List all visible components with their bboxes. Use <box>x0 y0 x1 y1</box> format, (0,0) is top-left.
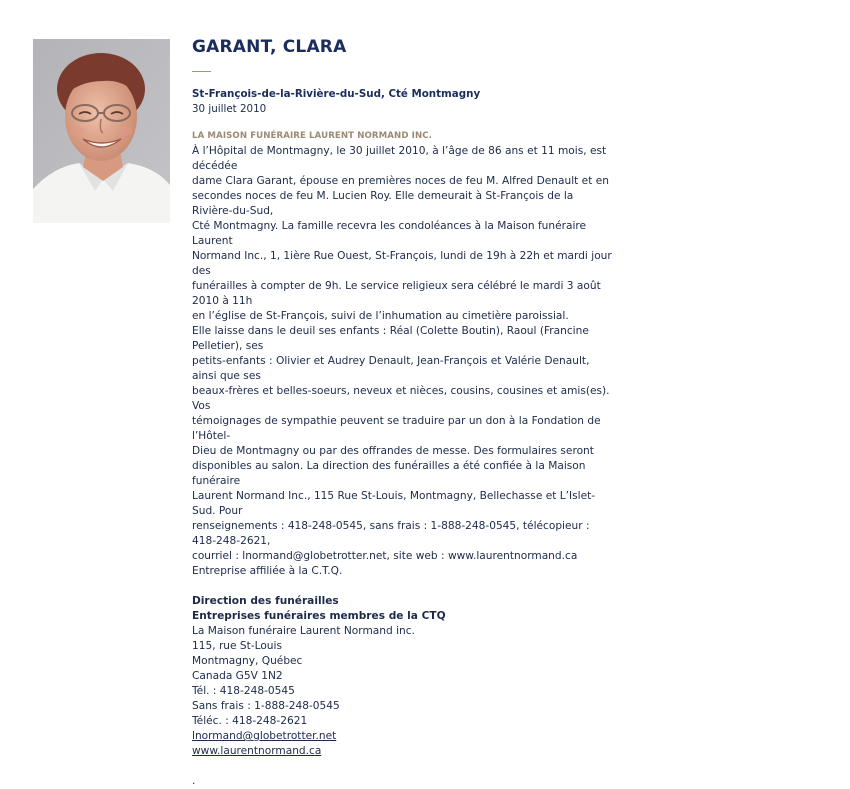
website-link[interactable]: www.laurentnormand.ca <box>192 745 322 757</box>
location: St-François-de-la-Rivière-du-Sud, Cté Montmagny <box>192 88 481 100</box>
trailing-period: . <box>192 775 196 787</box>
title-divider <box>192 71 211 72</box>
funeral-home-label: LA MAISON FUNÉRAIRE LAURENT NORMAND INC. <box>192 131 433 141</box>
obituary-paragraph-2: Elle laisse dans le deuil ses enfants : Réal (Colette Boutin), Raoul (Francine Pelletier), ses petits-enfants : Olivier et Audrey Denault, Jean-François et Valérie Denault, ainsi que ses beaux-frères et belles-soeurs, neveux et nièces, cousins, cousines et amis(es). Vos témoignages de sympathie peuvent se traduire par un don à la Fondation de l’Hôtel- Dieu de Montmagny ou par des offrandes de messe. Des formulaires seront disponibles au salon. La direction des funérailles a été confiée à la Maison funéraire Laurent Normand Inc., 115 Rue St-Louis, Montmagny, Bellechasse et L’Islet-Sud. Pour renseignements : 418-248-0545, sans frais : 1-888-248-0545, télécopieur : 418-248-2621, courriel : lnormand@globetrotter.net, site web : www.laurentnormand.ca Entreprise affiliée à la C.T.Q. <box>192 325 610 577</box>
funeral-directory <box>192 594 612 759</box>
street-address: 115, rue St-Louis <box>192 640 282 652</box>
phone: Tél. : 418-248-0545 <box>192 685 295 697</box>
deceased-name: GARANT, CLARA <box>192 37 347 57</box>
portrait-photo <box>33 39 170 223</box>
city: Montmagny, Québec <box>192 655 303 667</box>
obituary-paragraph-1: À l’Hôpital de Montmagny, le 30 juillet 2010, à l’âge de 86 ans et 11 mois, est décédée dame Clara Garant, épouse en premières noces de feu M. Alfred Denault et en secondes noces de feu M. Lucien Roy. Elle demeurait à St-François de la Rivière-du-Sud, Cté Montmagny. La famille recevra les condoléances à la Maison funéraire Laurent Normand Inc., 1, 1ière Rue Ouest, St-François, lundi de 19h à 22h et mardi jour des funérailles à compter de 9h. Le service religieux sera célébré le mardi 3 août 2010 à 11h en l’église de St-François, suivi de l’inhumation au cimetière paroissial. <box>192 145 612 322</box>
country-postal: Canada G5V 1N2 <box>192 670 283 682</box>
death-date: 30 juillet 2010 <box>192 103 267 115</box>
portrait-illustration <box>33 39 170 223</box>
company-name: La Maison funéraire Laurent Normand inc. <box>192 625 415 637</box>
fax: Téléc. : 418-248-2621 <box>192 715 308 727</box>
directory-heading: Direction des funérailles <box>192 595 339 607</box>
toll-free: Sans frais : 1-888-248-0545 <box>192 700 340 712</box>
directory-subheading: Entreprises funéraires membres de la CTQ <box>192 610 446 622</box>
obituary-content <box>192 36 612 789</box>
email-link[interactable]: lnormand@globetrotter.net <box>192 730 337 742</box>
